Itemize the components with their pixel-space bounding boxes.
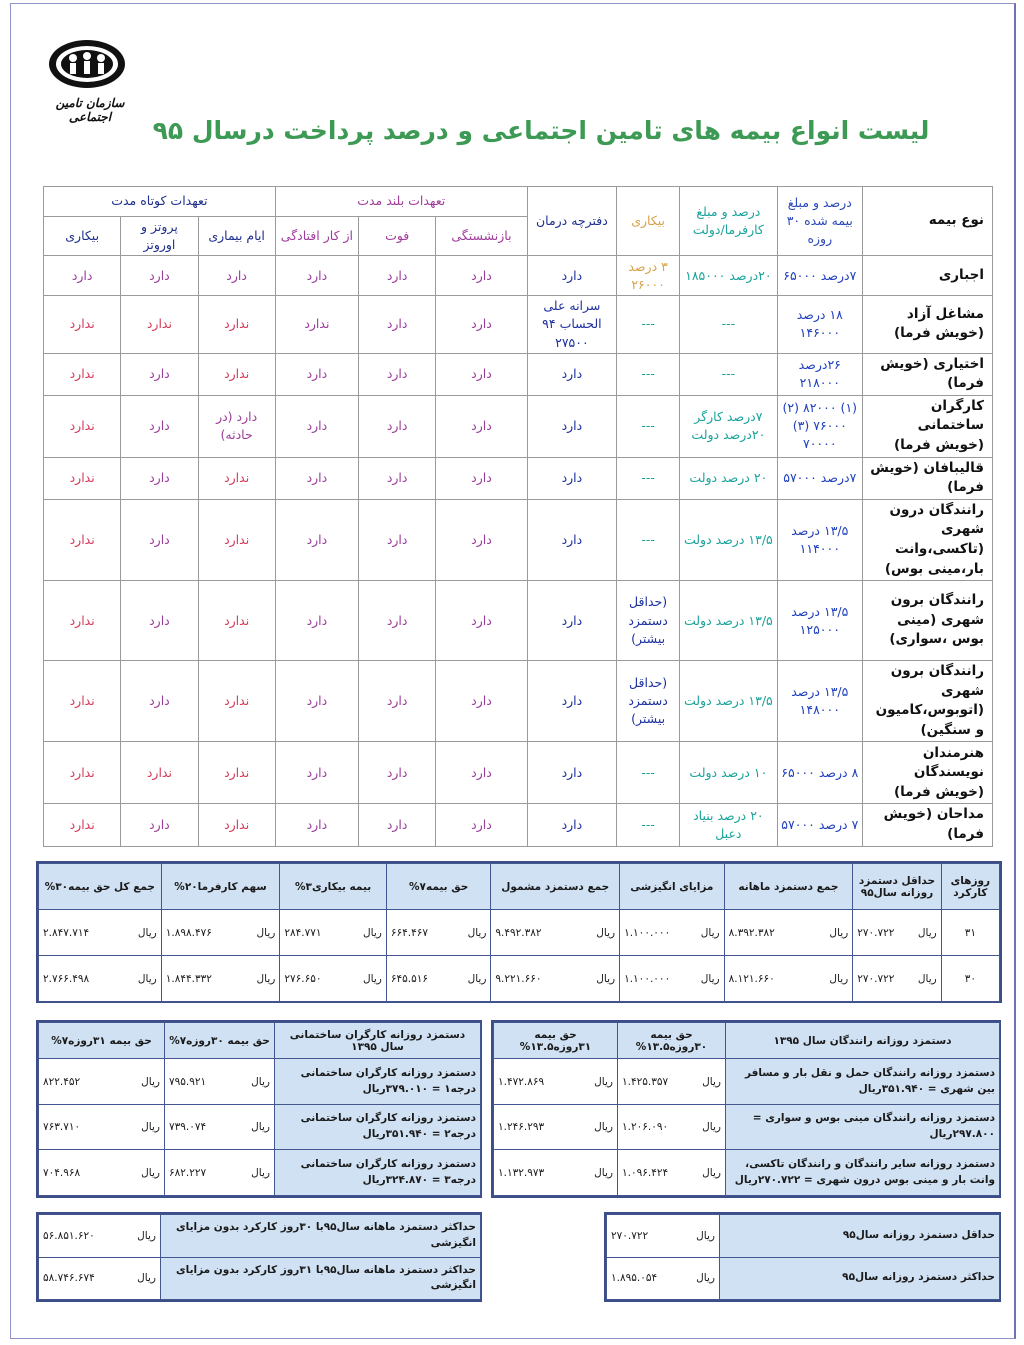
wage-header-employer20: سهم کارفرما۲۰% [161, 864, 280, 910]
treatment-cell: دارد [527, 457, 616, 499]
rate-v31-cell [39, 1059, 165, 1105]
retirement-cell: دارد [436, 804, 527, 846]
wage-days-cell: ۳۰ [941, 956, 999, 1002]
death-cell: دارد [359, 661, 436, 742]
header-treatment: دفترچه درمان [527, 187, 616, 256]
table-row [44, 457, 993, 499]
death-cell: دارد [359, 296, 436, 353]
sick-days-cell: ندارد [198, 499, 275, 580]
rate-v31-cell [39, 1150, 165, 1196]
wage-header-days: روزهای کارکرد [941, 864, 999, 910]
table-row [44, 395, 993, 457]
table-row [39, 1257, 481, 1300]
amount-value: ۱.۸۴۴.۳۳۲ [165, 972, 212, 985]
insurance-type-cell: مداحان (خویش فرما) [862, 804, 992, 846]
wage-days-cell: ۳۱ [941, 910, 999, 956]
amount-value: ۱.۱۳۲.۹۷۳ [498, 1166, 545, 1179]
retirement-cell: دارد [436, 296, 527, 353]
table-row [39, 1104, 481, 1150]
currency-label: ریال [137, 926, 157, 939]
wage-header-min-daily: حداقل دستمزد روزانه سال۹۵ [853, 864, 941, 910]
currency-label: ریال [829, 972, 849, 985]
wage-header-unemp3: بیمه بیکاری۳% [280, 864, 387, 910]
disability-cell: دارد [275, 742, 358, 804]
amount-value: ۲۷۶.۶۵۰ [284, 972, 322, 985]
premium-cell: ۷ درصد ۵۷۰۰۰ [777, 804, 862, 846]
treatment-cell: دارد [527, 256, 616, 296]
disability-cell: دارد [275, 457, 358, 499]
table-row [39, 1059, 481, 1105]
treatment-cell: دارد [527, 581, 616, 661]
prosthesis-cell: دارد [121, 353, 198, 395]
wage-limit-value-cell [39, 1257, 161, 1300]
amount-value: ۲۷۰.۷۲۲ [857, 972, 895, 985]
currency-label: ریال [251, 1075, 270, 1088]
currency-label: ریال [251, 1121, 270, 1134]
wage-min-daily-cell [853, 956, 941, 1002]
sick-days-cell: ندارد [198, 296, 275, 353]
wage-total30-cell [39, 956, 162, 1002]
employer-cell: ۲۰ درصد دولت [680, 457, 778, 499]
drivers-box [491, 1020, 1001, 1198]
currency-label: ریال [594, 1075, 613, 1088]
amount-value: ۱.۲۴۶.۲۹۳ [498, 1121, 545, 1134]
currency-label: ریال [256, 972, 276, 985]
wage-limit-label-cell: حداکثر دستمزد ماهانه سال۹۵با ۳۱روز کارکرد بدون مزایای انگیزشی [161, 1257, 481, 1300]
treatment-cell: دارد [527, 395, 616, 457]
table-row [39, 956, 1000, 1002]
rate-label-cell: دستمزد روزانه سایر رانندگان و رانندگان تاکسی، وانت بار و مینی بوس درون شهری = ۲۷۰.۷۲۲ریال [726, 1150, 1000, 1196]
employer-cell: --- [680, 296, 778, 353]
header-employer: درصد و مبلغ کارفرما/دولت [680, 187, 778, 256]
amount-value: ۲.۷۶۶.۴۹۸ [43, 972, 90, 985]
retirement-cell: دارد [436, 742, 527, 804]
sick-days-cell: ندارد [198, 742, 275, 804]
treatment-cell: دارد [527, 353, 616, 395]
rate-v30-cell [165, 1104, 275, 1150]
table-row [44, 353, 993, 395]
currency-label: ریال [467, 926, 487, 939]
currency-label: ریال [702, 1075, 721, 1088]
amount-value: ۲.۸۴۷.۷۱۴ [43, 926, 90, 939]
treatment-cell: دارد [527, 499, 616, 580]
table-row [44, 661, 993, 742]
disability-cell: دارد [275, 581, 358, 661]
table-row [44, 581, 993, 661]
wage-prem7-cell [386, 956, 491, 1002]
wage-summary-box [36, 861, 1002, 1003]
prosthesis-cell: دارد [121, 804, 198, 846]
amount-value: ۷۹۵.۹۲۱ [169, 1075, 207, 1088]
drivers-table [493, 1022, 1000, 1196]
wage-limit-label-cell: حداقل دستمزد روزانه سال۹۵ [720, 1215, 1000, 1258]
wage-summary-table [38, 863, 1000, 1002]
daily-wage-box [604, 1212, 1001, 1302]
currency-label: ریال [594, 1166, 613, 1179]
retirement-cell: دارد [436, 457, 527, 499]
unemployment-short-cell: ندارد [44, 742, 121, 804]
disability-cell: ندارد [275, 296, 358, 353]
premium-cell: ۲۶درصد ۲۱۸۰۰۰ [777, 353, 862, 395]
wage-limit-value-cell [39, 1215, 161, 1258]
prosthesis-cell: دارد [121, 256, 198, 296]
header-retirement: بازنشستگی [436, 217, 527, 256]
rate-v31-cell [494, 1104, 618, 1150]
wage-header-monthly: جمع دستمزد ماهانه [724, 864, 853, 910]
table-row [44, 256, 993, 296]
employer-cell: --- [680, 353, 778, 395]
page-title: لیست انواع بیمه های تامین اجتماعی و درصد پرداخت درسال ۹۵ [152, 116, 930, 145]
employer-cell: ۷درصد کارگر ۲۰درصد دولت [680, 395, 778, 457]
premium-cell: ۱۸ درصد ۱۴۶۰۰۰ [777, 296, 862, 353]
drivers-header-31: حق بیمه ۳۱روزه۱۳.۵% [494, 1023, 618, 1059]
unemployment-short-cell: دارد [44, 256, 121, 296]
amount-value: ۸.۱۲۱.۶۶۰ [728, 972, 775, 985]
retirement-cell: دارد [436, 353, 527, 395]
table-row [39, 910, 1000, 956]
currency-label: ریال [700, 926, 720, 939]
wage-unemp3-cell [280, 956, 387, 1002]
amount-value: ۹.۲۲۱.۶۶۰ [495, 972, 542, 985]
insurance-type-cell: هنرمندان نویسندگان (خویش فرما) [862, 742, 992, 804]
document-page [10, 3, 1016, 1339]
death-cell: دارد [359, 804, 436, 846]
wage-limit-label-cell: حداکثر دستمزد روزانه سال۹۵ [720, 1257, 1000, 1300]
header-insurance-type: نوع بیمه [862, 187, 992, 256]
insurance-types-table [43, 186, 993, 847]
employer-cell: ۱۳/۵ درصد دولت [680, 581, 778, 661]
table-row [39, 1150, 481, 1196]
wage-unemp3-cell [280, 910, 387, 956]
retirement-cell: دارد [436, 499, 527, 580]
amount-value: ۶۶۴.۴۶۷ [390, 926, 429, 939]
table-row [494, 1104, 1000, 1150]
rate-v30-cell [165, 1059, 275, 1105]
wage-header-prem7: حق بیمه۷% [386, 864, 491, 910]
employer-cell: ۱۰ درصد دولت [680, 742, 778, 804]
rate-label-cell: دستمزد روزانه رانندگان حمل و نقل بار و مسافر بین شهری = ۳۵۱.۹۴۰ریال [726, 1059, 1000, 1105]
amount-value: ۱.۰۹۶.۴۲۴ [622, 1166, 669, 1179]
amount-value: ۱.۲۰۶.۰۹۰ [622, 1121, 669, 1134]
amount-value: ۶۸۲.۲۲۷ [169, 1166, 207, 1179]
amount-value: ۱.۱۰۰.۰۰۰ [624, 926, 671, 939]
currency-label: ریال [829, 926, 849, 939]
rate-label-cell: دستمزد روزانه کارگران ساختمانی درجه۳ = ۳۲۴.۸۷۰ریال [275, 1150, 481, 1196]
wage-monthly-cell [724, 956, 853, 1002]
sick-days-cell: دارد [198, 256, 275, 296]
prosthesis-cell: دارد [121, 499, 198, 580]
amount-value: ۸۲۲.۴۵۲ [43, 1075, 81, 1088]
disability-cell: دارد [275, 804, 358, 846]
table-row [44, 499, 993, 580]
wage-employer20-cell [161, 910, 280, 956]
unemployment-cell: ۳ درصد ۲۶۰۰۰ [617, 256, 680, 296]
rate-v30-cell [165, 1150, 275, 1196]
amount-value: ۷۰۴.۹۶۸ [43, 1166, 81, 1179]
wage-header-total30: جمع کل حق بیمه۳۰% [39, 864, 162, 910]
disability-cell: دارد [275, 499, 358, 580]
wage-limit-label-cell: حداکثر دستمزد ماهانه سال۹۵با ۳۰روز کارکرد بدون مزایای انگیزشی [161, 1215, 481, 1258]
amount-value: ۲۷۰.۷۲۲ [857, 926, 895, 939]
rate-v30-cell [618, 1104, 726, 1150]
premium-cell: ۸ درصد ۶۵۰۰۰ [777, 742, 862, 804]
treatment-cell: سرانه علی الحساب ۹۴ ۲۷۵۰۰ [527, 296, 616, 353]
table-row [44, 296, 993, 353]
unemployment-cell: (حداقل دستمزد بیشتر) [617, 661, 680, 742]
wage-employer20-cell [161, 956, 280, 1002]
wage-incentive-cell [620, 910, 725, 956]
sick-days-cell: ندارد [198, 804, 275, 846]
header-long-term: تعهدات بلند مدت [275, 187, 527, 217]
table-row [494, 1059, 1000, 1105]
unemployment-short-cell: ندارد [44, 457, 121, 499]
unemployment-cell: --- [617, 353, 680, 395]
amount-value: ۵۸.۷۴۶.۶۷۴ [43, 1272, 95, 1285]
table-row [607, 1257, 1000, 1300]
wage-limit-value-cell [607, 1215, 720, 1258]
construction-box [36, 1020, 482, 1198]
disability-cell: دارد [275, 353, 358, 395]
table-row [44, 804, 993, 846]
insurance-type-cell: اختیاری (خویش فرما) [862, 353, 992, 395]
premium-cell: ۱۳/۵ درصد ۱۱۴۰۰۰ [777, 499, 862, 580]
unemployment-cell: --- [617, 395, 680, 457]
currency-label: ریال [917, 926, 937, 939]
death-cell: دارد [359, 395, 436, 457]
premium-cell: ۷درصد ۶۵۰۰۰ [777, 256, 862, 296]
amount-value: ۱.۸۹۸.۴۷۶ [165, 926, 212, 939]
currency-label: ریال [256, 926, 276, 939]
currency-label: ریال [141, 1121, 160, 1134]
unemployment-short-cell: ندارد [44, 296, 121, 353]
sick-days-cell: ندارد [198, 661, 275, 742]
death-cell: دارد [359, 457, 436, 499]
unemployment-short-cell: ندارد [44, 395, 121, 457]
header-unemployment: بیکاری [617, 187, 680, 256]
construction-header-31: حق بیمه ۳۱روزه۷% [39, 1023, 165, 1059]
rate-label-cell: دستمزد روزانه رانندگان مینی بوس و سواری = ۲۹۷.۸۰۰ریال [726, 1104, 1000, 1150]
amount-value: ۷۶۳.۷۱۰ [43, 1121, 81, 1134]
treatment-cell: دارد [527, 804, 616, 846]
currency-label: ریال [702, 1121, 721, 1134]
prosthesis-cell: دارد [121, 395, 198, 457]
wage-min-daily-cell [853, 910, 941, 956]
sick-days-cell: ندارد [198, 581, 275, 661]
currency-label: ریال [594, 1121, 613, 1134]
amount-value: ۵۶.۸۵۱.۶۲۰ [43, 1229, 95, 1242]
premium-cell: ۱۳/۵ درصد ۱۲۵۰۰۰ [777, 581, 862, 661]
currency-label: ریال [696, 1229, 715, 1242]
amount-value: ۱.۱۰۰.۰۰۰ [624, 972, 671, 985]
sick-days-cell: ندارد [198, 353, 275, 395]
disability-cell: دارد [275, 256, 358, 296]
drivers-header-30: حق بیمه ۳۰روزه۱۳.۵% [618, 1023, 726, 1059]
unemployment-cell: --- [617, 742, 680, 804]
unemployment-cell: --- [617, 499, 680, 580]
amount-value: ۸.۳۹۲.۳۸۲ [728, 926, 775, 939]
rate-v31-cell [494, 1150, 618, 1196]
header-unemployment-short: بیکاری [44, 217, 121, 256]
currency-label: ریال [700, 972, 720, 985]
insurance-type-cell: کارگران ساختمانی (خویش فرما) [862, 395, 992, 457]
unemployment-short-cell: ندارد [44, 804, 121, 846]
death-cell: دارد [359, 581, 436, 661]
unemployment-short-cell: ندارد [44, 353, 121, 395]
wage-header-subject: جمع دستمزد مشمول [491, 864, 620, 910]
prosthesis-cell: ندارد [121, 296, 198, 353]
disability-cell: دارد [275, 661, 358, 742]
amount-value: ۲۷۰.۷۲۲ [611, 1229, 649, 1242]
insurance-type-cell: رانندگان برون شهری (مینی بوس ،سواری) [862, 581, 992, 661]
construction-header-30: حق بیمه ۳۰روزه۷% [165, 1023, 275, 1059]
currency-label: ریال [696, 1272, 715, 1285]
unemployment-short-cell: ندارد [44, 499, 121, 580]
amount-value: ۱.۸۹۵.۰۵۴ [611, 1272, 658, 1285]
employer-cell: ۱۳/۵ درصد دولت [680, 499, 778, 580]
employer-cell: ۲۰ درصد بنیاد دعبل [680, 804, 778, 846]
retirement-cell: دارد [436, 395, 527, 457]
death-cell: دارد [359, 742, 436, 804]
wage-monthly-cell [724, 910, 853, 956]
rate-v31-cell [494, 1059, 618, 1105]
unemployment-cell: --- [617, 296, 680, 353]
death-cell: دارد [359, 353, 436, 395]
header-premium: درصد و مبلغ بیمه شده ۳۰ روزه [777, 187, 862, 256]
insurance-type-cell: رانندگان درون شهری (تاکسی،وانت بار،مینی بوس) [862, 499, 992, 580]
treatment-cell: دارد [527, 661, 616, 742]
amount-value: ۷۳۹.۰۷۴ [169, 1121, 207, 1134]
currency-label: ریال [141, 1075, 160, 1088]
sick-days-cell: دارد (در حادثه) [198, 395, 275, 457]
construction-header-label: دستمزد روزانه کارگران ساختمانی سال ۱۳۹۵ [275, 1023, 481, 1059]
logo-caption: سازمان تامین اجتماعی [55, 96, 125, 124]
insurance-type-cell: اجباری [862, 256, 992, 296]
currency-label: ریال [702, 1166, 721, 1179]
rate-label-cell: دستمزد روزانه کارگران ساختمانی درجه۲ = ۳۵۱.۹۴۰ریال [275, 1104, 481, 1150]
amount-value: ۱.۴۲۵.۳۵۷ [622, 1075, 669, 1088]
currency-label: ریال [363, 926, 382, 939]
prosthesis-cell: دارد [121, 581, 198, 661]
currency-label: ریال [596, 972, 616, 985]
unemployment-cell: --- [617, 804, 680, 846]
sick-days-cell: ندارد [198, 457, 275, 499]
amount-value: ۶۴۵.۵۱۶ [390, 972, 429, 985]
currency-label: ریال [137, 1229, 156, 1242]
prosthesis-cell: ندارد [121, 742, 198, 804]
amount-value: ۱.۴۷۲.۸۶۹ [498, 1075, 545, 1088]
daily-wage-table [606, 1214, 1000, 1300]
disability-cell: دارد [275, 395, 358, 457]
header-death: فوت [359, 217, 436, 256]
monthly-max-box [36, 1212, 482, 1302]
rate-v30-cell [618, 1150, 726, 1196]
insurance-type-cell: قالیبافان (خویش فرما) [862, 457, 992, 499]
drivers-header-label: دستمزد روزانه رانندگان سال ۱۳۹۵ [726, 1023, 1000, 1059]
construction-table [38, 1022, 481, 1196]
insurance-type-cell: رانندگان برون شهری (اتوبوس،کامیون و سنگین) [862, 661, 992, 742]
currency-label: ریال [596, 926, 616, 939]
wage-subject-cell [491, 910, 620, 956]
currency-label: ریال [137, 972, 157, 985]
premium-cell: (۱) ۸۲۰۰۰ (۲) ۷۶۰۰۰ (۳) ۷۰۰۰۰ [777, 395, 862, 457]
table-row [44, 742, 993, 804]
header-short-term: تعهدات کوتاه مدت [44, 187, 276, 217]
table-row [607, 1215, 1000, 1258]
treatment-cell: دارد [527, 742, 616, 804]
unemployment-cell: (حداقل دستمزد بیشتر) [617, 581, 680, 661]
wage-incentive-cell [620, 956, 725, 1002]
amount-value: ۹.۴۹۲.۳۸۲ [495, 926, 542, 939]
header-disability: از کار افتادگی [275, 217, 358, 256]
premium-cell: ۱۳/۵ درصد ۱۴۸۰۰۰ [777, 661, 862, 742]
insurance-type-cell: مشاغل آزاد (خویش فرما) [862, 296, 992, 353]
prosthesis-cell: دارد [121, 457, 198, 499]
currency-label: ریال [137, 1272, 156, 1285]
currency-label: ریال [363, 972, 382, 985]
table-row [39, 1215, 481, 1258]
unemployment-short-cell: ندارد [44, 581, 121, 661]
death-cell: دارد [359, 256, 436, 296]
table-row [494, 1150, 1000, 1196]
employer-cell: ۱۳/۵ درصد دولت [680, 661, 778, 742]
wage-limit-value-cell [607, 1257, 720, 1300]
rate-label-cell: دستمزد روزانه کارگران ساختمانی درجه۱ = ۳۷۹.۰۱۰ریال [275, 1059, 481, 1105]
wage-subject-cell [491, 956, 620, 1002]
wage-prem7-cell [386, 910, 491, 956]
unemployment-short-cell: ندارد [44, 661, 121, 742]
prosthesis-cell: دارد [121, 661, 198, 742]
retirement-cell: دارد [436, 581, 527, 661]
currency-label: ریال [251, 1166, 270, 1179]
wage-total30-cell [39, 910, 162, 956]
premium-cell: ۷درصد ۵۷۰۰۰ [777, 457, 862, 499]
currency-label: ریال [917, 972, 937, 985]
unemployment-cell: --- [617, 457, 680, 499]
amount-value: ۲۸۴.۷۷۱ [284, 926, 322, 939]
retirement-cell: دارد [436, 661, 527, 742]
retirement-cell: دارد [436, 256, 527, 296]
rate-v31-cell [39, 1104, 165, 1150]
currency-label: ریال [467, 972, 487, 985]
header-sick-days: ایام بیماری [198, 217, 275, 256]
employer-cell: ۲۰درصد ۱۸۵۰۰۰ [680, 256, 778, 296]
wage-header-incentive: مزایای انگیزشی [620, 864, 725, 910]
rate-v30-cell [618, 1059, 726, 1105]
currency-label: ریال [141, 1166, 160, 1179]
header-prosthesis: پروتز و اوروتز [121, 217, 198, 256]
monthly-max-table [38, 1214, 481, 1300]
death-cell: دارد [359, 499, 436, 580]
